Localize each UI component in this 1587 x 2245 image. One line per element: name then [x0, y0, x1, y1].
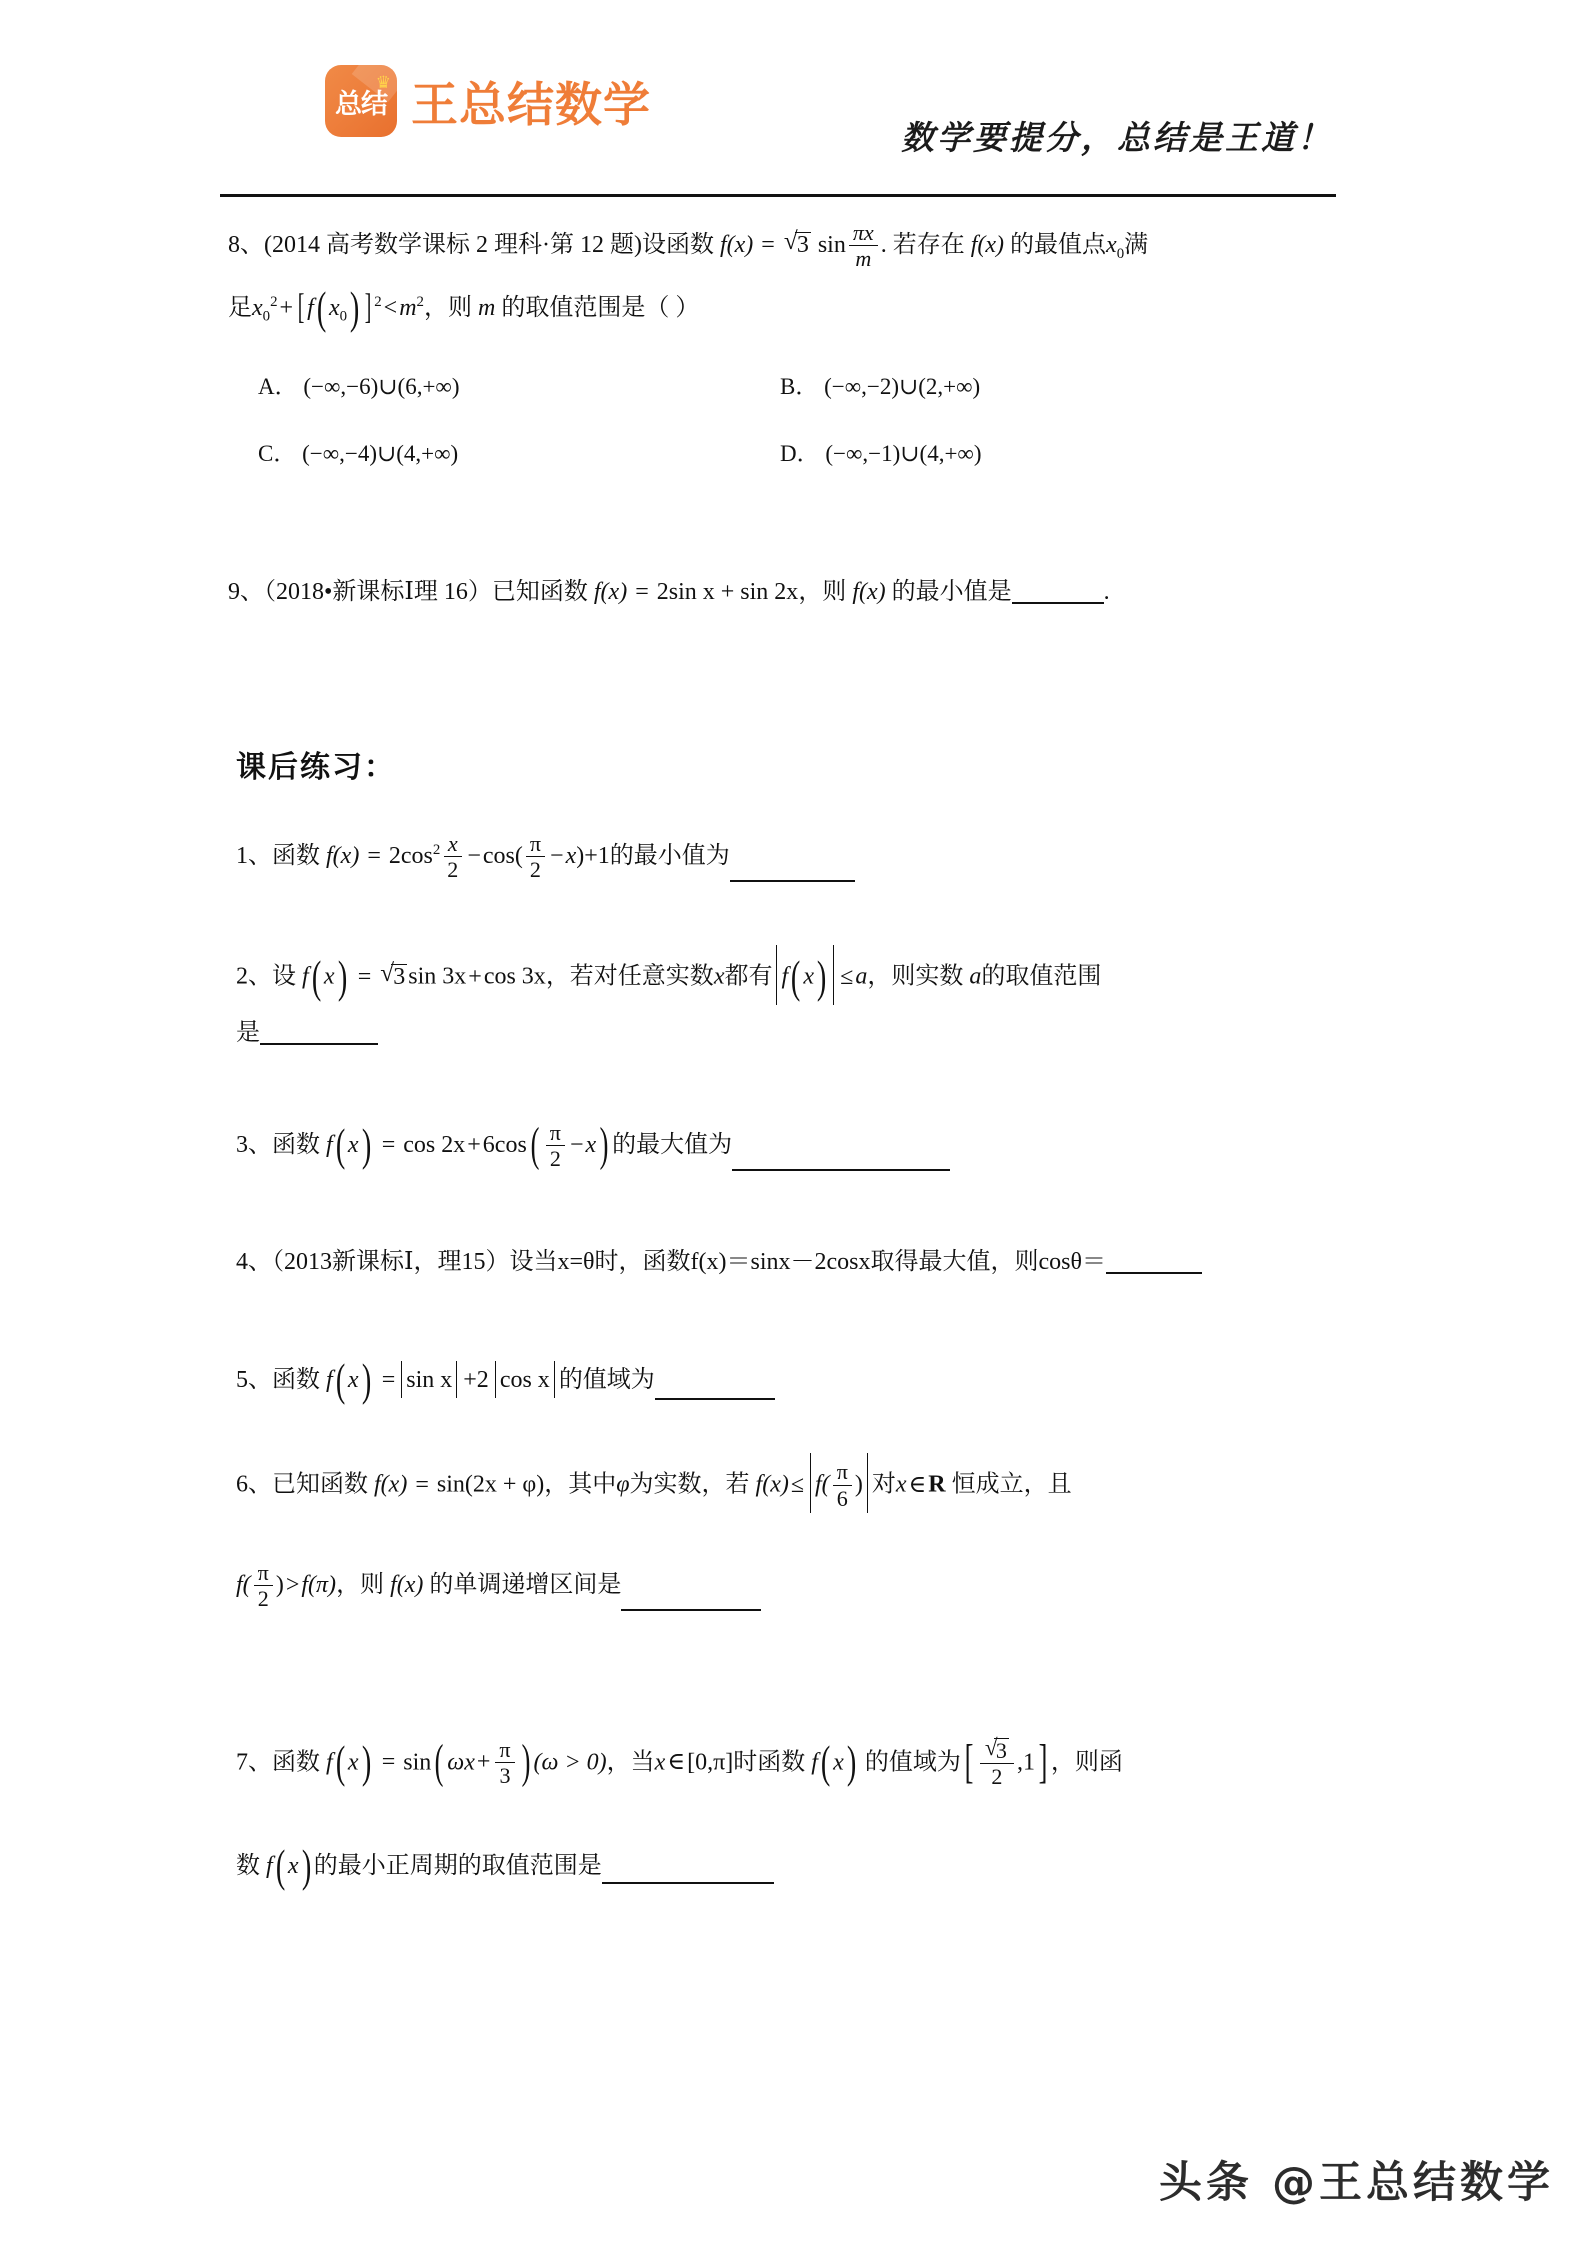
option-a-label: A． — [258, 374, 298, 399]
q8-line2-lead: 足 — [228, 294, 252, 321]
question-8-line-1 — [228, 222, 1148, 271]
header-divider — [220, 194, 1336, 197]
p2-mid: ，若对任意实数 — [545, 963, 714, 990]
p3-tail: 的最大值为 — [612, 1132, 733, 1159]
q8-sqrt-radicand: 3 — [796, 232, 809, 259]
bracket-close-icon: ] — [1038, 1734, 1048, 1788]
p7-condition: (ω > 0) — [533, 1749, 607, 1776]
p2-tail: 的取值范围 — [981, 963, 1102, 990]
p7-fraction-1: $\frac{\pi}{3}$ — [495, 1738, 514, 1787]
p4-number: 4、 — [236, 1249, 272, 1275]
q8-option-d[interactable] — [780, 442, 982, 465]
q8-stem-tail-3: 满 — [1124, 232, 1149, 259]
q8-period: . — [880, 232, 887, 259]
p7-number: 7、 — [236, 1749, 272, 1776]
q8-x0: x — [1106, 232, 1117, 259]
paren-close-icon: ) — [599, 1117, 609, 1171]
q8-line2-lt: < — [383, 294, 398, 321]
p6-number: 6、 — [236, 1471, 272, 1498]
footer-watermark: 头条 @王总结数学 — [1159, 2158, 1554, 2208]
answer-blank[interactable] — [1106, 1248, 1202, 1274]
practice-7-line-2: 数 f( x) 的最小正周期的取值范围是 — [236, 1851, 774, 1884]
p2-number: 2、 — [236, 963, 272, 990]
p7-range-fraction: √ $\frac{3}{2}$ — [980, 1737, 1014, 1789]
p1-lead: 函数 — [272, 843, 320, 870]
q8-line2-tail-2: 的取值范围是（ ） — [501, 294, 700, 321]
q8-line2-plus: + — [279, 294, 294, 321]
answer-blank[interactable] — [730, 856, 855, 882]
q9-tail: 的最小值是 — [891, 579, 1012, 605]
option-b-label: B． — [780, 374, 819, 399]
q9-expr: 2sin x + sin 2x — [656, 579, 799, 605]
abs-bar-icon — [554, 1361, 555, 1398]
abs-bar-icon — [867, 1453, 868, 1513]
abs-bar-icon — [833, 945, 834, 1005]
p7-mid-2: 时函数 — [733, 1749, 806, 1776]
p5-lead: 函数 — [272, 1367, 320, 1394]
q8-source: (2014 高考数学课标 2 理科·第 12 题) — [264, 232, 642, 259]
option-c-label: C． — [258, 441, 297, 466]
bracket-open-icon: [ — [964, 1734, 974, 1788]
q8-option-a[interactable] — [258, 375, 460, 398]
page-header — [220, 55, 1335, 175]
crown-icon: ♛ — [375, 73, 391, 92]
p6-expr: sin(2x + φ) — [436, 1471, 545, 1498]
abs-bar-icon — [456, 1361, 457, 1398]
practice-6-line-1: 6、已知函数 f(x) = sin(2x + φ)，其中φ为实数，若 f(x)≤ f( $\frac{\pi}{6}$ ) 对x∈R 恒成立，且 — [236, 1456, 1072, 1516]
p6-fraction: $\frac{\pi}{6}$ — [833, 1460, 852, 1509]
option-d-value: (−∞,−1)∪(4,+∞) — [825, 441, 982, 466]
p2-expr-1: sin 3x — [408, 963, 467, 990]
p1-fraction-2: $\frac{\pi}{2}$ — [526, 832, 545, 881]
p5-abs-2: cos x — [499, 1367, 550, 1394]
p3-expr-1: cos 2x — [403, 1132, 466, 1159]
q8-line2-f: f — [307, 294, 314, 321]
option-b-value: (−∞,−2)∪(2,+∞) — [824, 374, 981, 399]
q8-fraction: $\frac{\pi x}{m}$ — [849, 221, 878, 270]
practice-4 — [236, 1248, 1202, 1274]
p2-expr-2: cos 3x — [483, 963, 546, 990]
q8-line2-x: x — [252, 294, 263, 321]
p3-number: 3、 — [236, 1132, 272, 1159]
p6-lead: 已知函数 — [272, 1471, 368, 1498]
practice-6-line-2: f( $\frac{\pi}{2}$ )>f(π)，则 f(x) 的单调递增区间是 — [236, 1562, 761, 1611]
logo-icon — [325, 65, 397, 137]
paren-close-icon: ) — [521, 1734, 530, 1788]
answer-blank[interactable] — [655, 1374, 775, 1400]
answer-blank[interactable] — [621, 1585, 761, 1611]
answer-blank[interactable] — [1012, 578, 1104, 604]
q8-fx: f(x) — [719, 232, 754, 259]
option-c-value: (−∞,−4)∪(4,+∞) — [302, 441, 459, 466]
p6-fx: f(x) — [374, 1471, 408, 1498]
q8-stem-lead: 设函数 — [641, 232, 714, 259]
answer-blank[interactable] — [260, 1019, 378, 1045]
p7-mid: ，当 — [606, 1749, 655, 1776]
abs-bar-icon — [776, 945, 777, 1005]
q8-trig: sin — [817, 232, 846, 259]
answer-blank[interactable] — [602, 1858, 774, 1884]
practice-3: 3、函数 f( x) = cos 2x+6cos( $\frac{\pi}{2}$ −x) 的最大值为 — [236, 1122, 950, 1171]
p7-mid-4: ，则函 — [1050, 1749, 1123, 1776]
p6-line2-fx: f(x) — [390, 1572, 424, 1599]
practice-section-title: 课后练习： — [236, 750, 396, 785]
p6-mid: ，其中 — [544, 1471, 617, 1498]
p7-trig: sin — [403, 1749, 432, 1776]
q9-fx: f(x) — [593, 579, 628, 605]
p5-tail: 的值域为 — [558, 1367, 655, 1394]
brand-name: 王总结数学 — [411, 77, 651, 133]
abs-bar-icon — [401, 1361, 402, 1398]
p5-number: 5、 — [236, 1367, 272, 1394]
p6-mid-4: 恒成立，且 — [951, 1471, 1072, 1498]
q8-fx-2: f(x) — [970, 232, 1005, 259]
p1-coef: 2cos — [388, 843, 433, 870]
practice-2-line-2 — [236, 1019, 378, 1045]
q8-line2-tail: ，则 — [423, 294, 472, 321]
p2-mid-2: 都有 — [724, 963, 773, 990]
q9-fx-2: f(x) — [852, 579, 886, 605]
q9-number: 9、 — [228, 579, 264, 605]
tagline: 数学要提分，总结是王道！ — [901, 121, 1333, 157]
q8-stem-tail-2: 的最值点 — [1010, 232, 1107, 259]
p6-real-set: R — [928, 1471, 946, 1498]
q8-option-b[interactable] — [780, 375, 980, 398]
p2-mid-3: ，则实数 — [867, 963, 964, 990]
p1-fx: f(x) — [326, 843, 360, 870]
paren-open-icon: ( — [530, 1117, 540, 1171]
p7-mid-3: 的值域为 — [864, 1749, 961, 1776]
paren-close-icon: ) — [349, 282, 360, 333]
practice-2-line-1: 2、设 f( x) = √ 3 sin 3x+cos 3x，若对任意实数x都有 f( x) ≤a，则实数 a的取值范围 — [236, 948, 1101, 1008]
p1-fraction-1: $\frac{x}{2}$ — [443, 832, 462, 881]
abs-bar-icon — [810, 1453, 811, 1513]
practice-1: 1、函数 $f(x) = 2\cos^2$ $\frac{x}{2}$ −cos( $\frac{\pi}{2}$ −x)+1的最小值为 — [236, 833, 855, 882]
p3-expr-2: 6cos — [482, 1132, 527, 1159]
option-d-label: D． — [780, 441, 820, 466]
q8-number: 8、 — [228, 232, 264, 259]
p6-line2-mid: ，则 — [336, 1572, 385, 1599]
bracket-close-icon: ] — [364, 286, 372, 327]
practice-5: 5、函数 f( x) = sin x +2 cos x 的值域为 — [236, 1363, 775, 1400]
p3-lead: 函数 — [272, 1132, 320, 1159]
logo-mark-text: 总结 — [335, 88, 387, 120]
paren-open-icon: ( — [316, 282, 327, 333]
p7-lead: 函数 — [272, 1749, 320, 1776]
p7-interval: [0,π] — [687, 1749, 734, 1776]
q8-x0-sub: 0 — [1116, 245, 1125, 262]
p1-tail: 的最小值为 — [609, 843, 730, 870]
q8-stem-tail: 若存在 — [892, 232, 965, 259]
p4-source: （2013新课标Ⅰ，理15） — [272, 1249, 510, 1275]
abs-bar-icon — [495, 1361, 496, 1398]
q9-source: （2018•新课标Ⅰ理 16） — [264, 579, 492, 605]
p6-line2-tail: 的单调递增区间是 — [429, 1572, 622, 1599]
p4-text: 设当x=θ时，函数f(x)＝sinx－2cosx取得最大值，则cosθ＝ — [509, 1249, 1106, 1275]
bracket-open-icon: [ — [297, 286, 305, 327]
p3-fraction: $\frac{\pi}{2}$ — [546, 1121, 565, 1170]
p2-lead: 设 — [272, 963, 296, 990]
p1-number: 1、 — [236, 843, 272, 870]
q9-lead: 已知函数 — [491, 579, 588, 605]
p6-f-pi: f(π) — [301, 1572, 337, 1599]
paren-open-icon: ( — [434, 1734, 444, 1788]
q8-eq: = — [761, 232, 775, 259]
question-8-line-2: 足$x_0^2+$ [ f( $x_0$) ] $^2<m^2$，则 m 的取值范围是（ ） — [228, 282, 700, 333]
p7-line2-tail: 的最小正周期的取值范围是 — [313, 1852, 602, 1879]
p6-mid-2: 为实数，若 — [629, 1471, 750, 1498]
q8-option-c[interactable] — [258, 442, 458, 465]
p7-line2-lead: 数 — [236, 1852, 260, 1879]
p6-fx-2: f(x) — [755, 1471, 789, 1498]
q9-mid: ，则 — [798, 579, 847, 605]
question-9: 9、（2018•新课标Ⅰ理 16）已知函数 f(x) = 2sin x + sin 2x，则 f(x) 的最小值是 . — [228, 579, 1110, 605]
p5-abs-1: sin x — [406, 1367, 453, 1394]
answer-blank[interactable] — [732, 1145, 950, 1171]
practice-7-line-1: 7、函数 f( x) = sin( ωx+ $\frac{\pi}{3}$ ) (ω > 0)，当x∈[0,π]时函数 f( x) 的值域为[ √ $\frac{3}{2}$ ,1] ，则函 — [236, 1738, 1123, 1790]
p6-mid-3: 对 — [871, 1471, 896, 1498]
option-a-value: (−∞,−6)∪(6,+∞) — [303, 374, 460, 399]
p2-line2: 是 — [236, 1020, 260, 1046]
brand-logo — [325, 65, 651, 137]
p6-line2-fraction: $\frac{\pi}{2}$ — [254, 1561, 273, 1610]
